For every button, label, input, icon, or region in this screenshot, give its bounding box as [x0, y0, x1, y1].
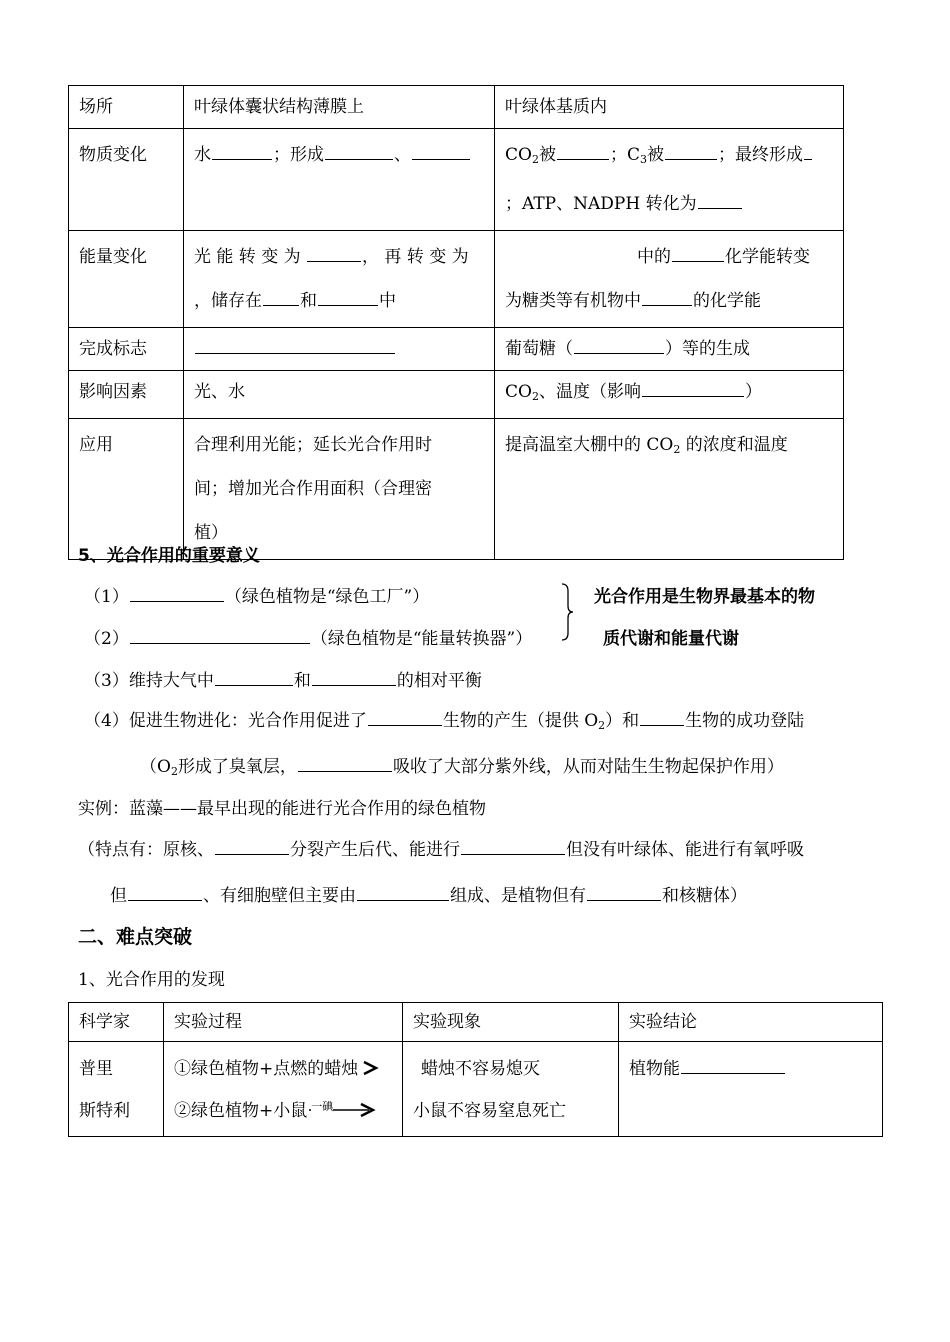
cell-text: 水 [194, 145, 211, 165]
column-header: 实验结论 [619, 1003, 883, 1042]
cell-text: 、 [394, 145, 411, 165]
item-number: （2） [84, 629, 129, 649]
process-cell [164, 1042, 403, 1137]
item-text: 但 [110, 886, 127, 906]
table-row [69, 371, 844, 419]
cell-text: 被 [646, 145, 664, 165]
blank [263, 304, 299, 306]
subscript: 2 [170, 765, 178, 778]
blank [128, 899, 202, 901]
cell-text: 、温度（影响 [538, 382, 641, 402]
light-cell [184, 419, 495, 560]
light-cell: 叶绿体囊状结构薄膜上 [184, 86, 495, 129]
cell-text: 斯特利 [79, 1101, 130, 1121]
blank [665, 158, 717, 160]
example-line: 实例：蓝藻——最早出现的能进行光合作用的绿色植物 [78, 799, 486, 819]
arrow-icon [358, 1060, 380, 1076]
cell-text: 合理利用光能；延长光合作用时 [194, 435, 432, 455]
blank [640, 724, 684, 726]
blank [325, 158, 393, 160]
item-text: （绿色植物是“能量转换器”） [310, 629, 533, 649]
item-text: 生物的产生（提供 O [442, 711, 599, 731]
item-text: （绿色植物是“绿色工厂”） [224, 587, 430, 607]
subscript: 2 [598, 719, 606, 732]
blank [804, 158, 812, 160]
light-cell: 光、水 [184, 371, 495, 419]
cell-text: ；形成 [273, 145, 324, 165]
cell-text: CO [505, 145, 532, 165]
ozone-note [140, 752, 784, 778]
row-label: 应用 [69, 419, 184, 560]
cell-text: ） [744, 382, 762, 402]
table-header-row [69, 1003, 883, 1042]
phenomenon-cell [403, 1042, 619, 1137]
section-title: 二、难点突破 [78, 926, 193, 948]
significance-item-1 [84, 582, 429, 607]
arrow-icon [307, 1102, 377, 1118]
section-title: 5、光合作用的重要意义 [78, 546, 260, 566]
blank [557, 158, 609, 160]
blank [642, 304, 692, 306]
discovery-table [68, 1002, 883, 1137]
cell-text: 普里 [79, 1059, 113, 1079]
cell-text: 间；增加光合作用面积（合理密 [194, 479, 432, 499]
blank [307, 260, 361, 262]
cell-text: 被 [538, 145, 556, 165]
cell-text: ）等的生成 [665, 339, 750, 359]
scientist-cell [69, 1042, 164, 1137]
row-label: 能量变化 [69, 231, 184, 328]
table-row [69, 1042, 883, 1137]
blank [642, 395, 744, 397]
item-text: （O [140, 757, 171, 777]
dark-cell: 叶绿体基质内 [495, 86, 844, 129]
cell-text: 的化学能 [693, 291, 761, 311]
cell-text: ；ATP、NADPH 转化为 [505, 194, 697, 214]
column-header: 科学家 [69, 1003, 164, 1042]
cell-text: 的浓度和温度 [680, 435, 788, 455]
reaction-comparison-table [68, 85, 844, 560]
item-text: （3）维持大气中 [84, 671, 214, 691]
blank [130, 600, 224, 602]
item-text: 组成、是植物但有 [450, 886, 586, 906]
dark-cell [495, 129, 844, 231]
table-row [69, 129, 844, 231]
row-label: 场所 [69, 86, 184, 129]
item-text: （特点有：原核、 [78, 840, 214, 860]
item-number: （1） [84, 587, 129, 607]
blank [215, 853, 289, 855]
cell-text: 光 能 转 变 为 [194, 247, 301, 267]
dark-cell [495, 328, 844, 371]
blank [412, 158, 470, 160]
arrow-label: 一碘 [311, 1100, 334, 1113]
blank [312, 684, 396, 686]
brace-icon [560, 583, 574, 641]
item-text: 、有细胞壁但主要由 [203, 886, 356, 906]
blank [574, 352, 664, 354]
significance-item-4 [84, 706, 804, 732]
item-text: 但没有叶绿体、能进行有氧呼吸 [566, 840, 804, 860]
light-cell [184, 328, 495, 371]
blank [195, 352, 395, 354]
item-text: 形成了臭氧层， [177, 757, 297, 777]
column-header: 实验现象 [403, 1003, 619, 1042]
cell-text: 植） [194, 523, 228, 543]
blank [215, 684, 293, 686]
item-text: 和核糖体） [662, 886, 747, 906]
subscript: 2 [531, 390, 539, 403]
item-text: 分裂产生后代、能进行 [290, 840, 460, 860]
cell-text: 提高温室大棚中的 CO [505, 435, 674, 455]
cell-text: 蜡烛不容易熄灭 [421, 1059, 540, 1079]
cell-text: 中的 [637, 247, 671, 267]
brace-note: 光合作用是生物界最基本的物 [594, 587, 815, 607]
cell-text: ；C [609, 145, 640, 165]
blank [298, 770, 392, 772]
significance-item-2 [84, 624, 532, 649]
blank [130, 642, 310, 644]
cell-text: 为糖类等有机物中 [505, 291, 641, 311]
table-row [69, 86, 844, 129]
item-text: 生物的成功登陆 [685, 711, 805, 731]
blank [368, 724, 442, 726]
feature-line-2 [110, 881, 747, 906]
row-label: 完成标志 [69, 328, 184, 371]
cell-text: 葡萄糖（ [505, 339, 573, 359]
blank [698, 207, 742, 209]
dark-cell [495, 371, 844, 419]
column-header: 实验过程 [164, 1003, 403, 1042]
light-cell [184, 231, 495, 328]
cell-text: 小鼠不容易窒息死亡 [413, 1101, 566, 1121]
item-text: 吸收了大部分紫外线，从而对陆生生物起保护作用） [392, 757, 784, 777]
cell-text: ①绿色植物+点燃的蜡烛 [174, 1059, 359, 1079]
blank [461, 853, 565, 855]
light-cell [184, 129, 495, 231]
blank [357, 899, 449, 901]
item-text: 和 [293, 671, 311, 691]
item-text: 的相对平衡 [396, 671, 482, 691]
cell-text: ， 再 转 变 为 [362, 247, 469, 267]
cell-text: ；最终形成 [717, 145, 803, 165]
table-row [69, 231, 844, 328]
brace-note: 质代谢和能量代谢 [603, 629, 739, 649]
table-row [69, 419, 844, 560]
row-label: 影响因素 [69, 371, 184, 419]
conclusion-cell [619, 1042, 883, 1137]
dark-cell [495, 231, 844, 328]
dark-cell [495, 419, 844, 560]
subscript: 2 [531, 153, 539, 166]
subscript: 3 [639, 153, 647, 166]
blank [681, 1072, 785, 1074]
row-label: 物质变化 [69, 129, 184, 231]
feature-line [78, 835, 804, 860]
subsection-title: 1、光合作用的发现 [78, 970, 225, 990]
cell-text: 和 [300, 291, 317, 311]
cell-text: 植物能 [629, 1059, 680, 1079]
significance-item-3 [84, 666, 482, 691]
blank [587, 899, 661, 901]
blank [212, 158, 272, 160]
item-text: （4）促进生物进化：光合作用促进了 [84, 711, 367, 731]
item-text: ）和 [605, 711, 640, 731]
cell-text: ②绿色植物+小鼠 [174, 1101, 308, 1121]
table-row [69, 328, 844, 371]
subscript: 2 [673, 443, 681, 456]
cell-text: 化学能转变 [725, 247, 810, 267]
blank [318, 304, 378, 306]
blank [672, 260, 724, 262]
cell-text: CO [505, 382, 532, 402]
cell-text: 中 [379, 291, 396, 311]
cell-text: ，储存在 [194, 291, 262, 311]
